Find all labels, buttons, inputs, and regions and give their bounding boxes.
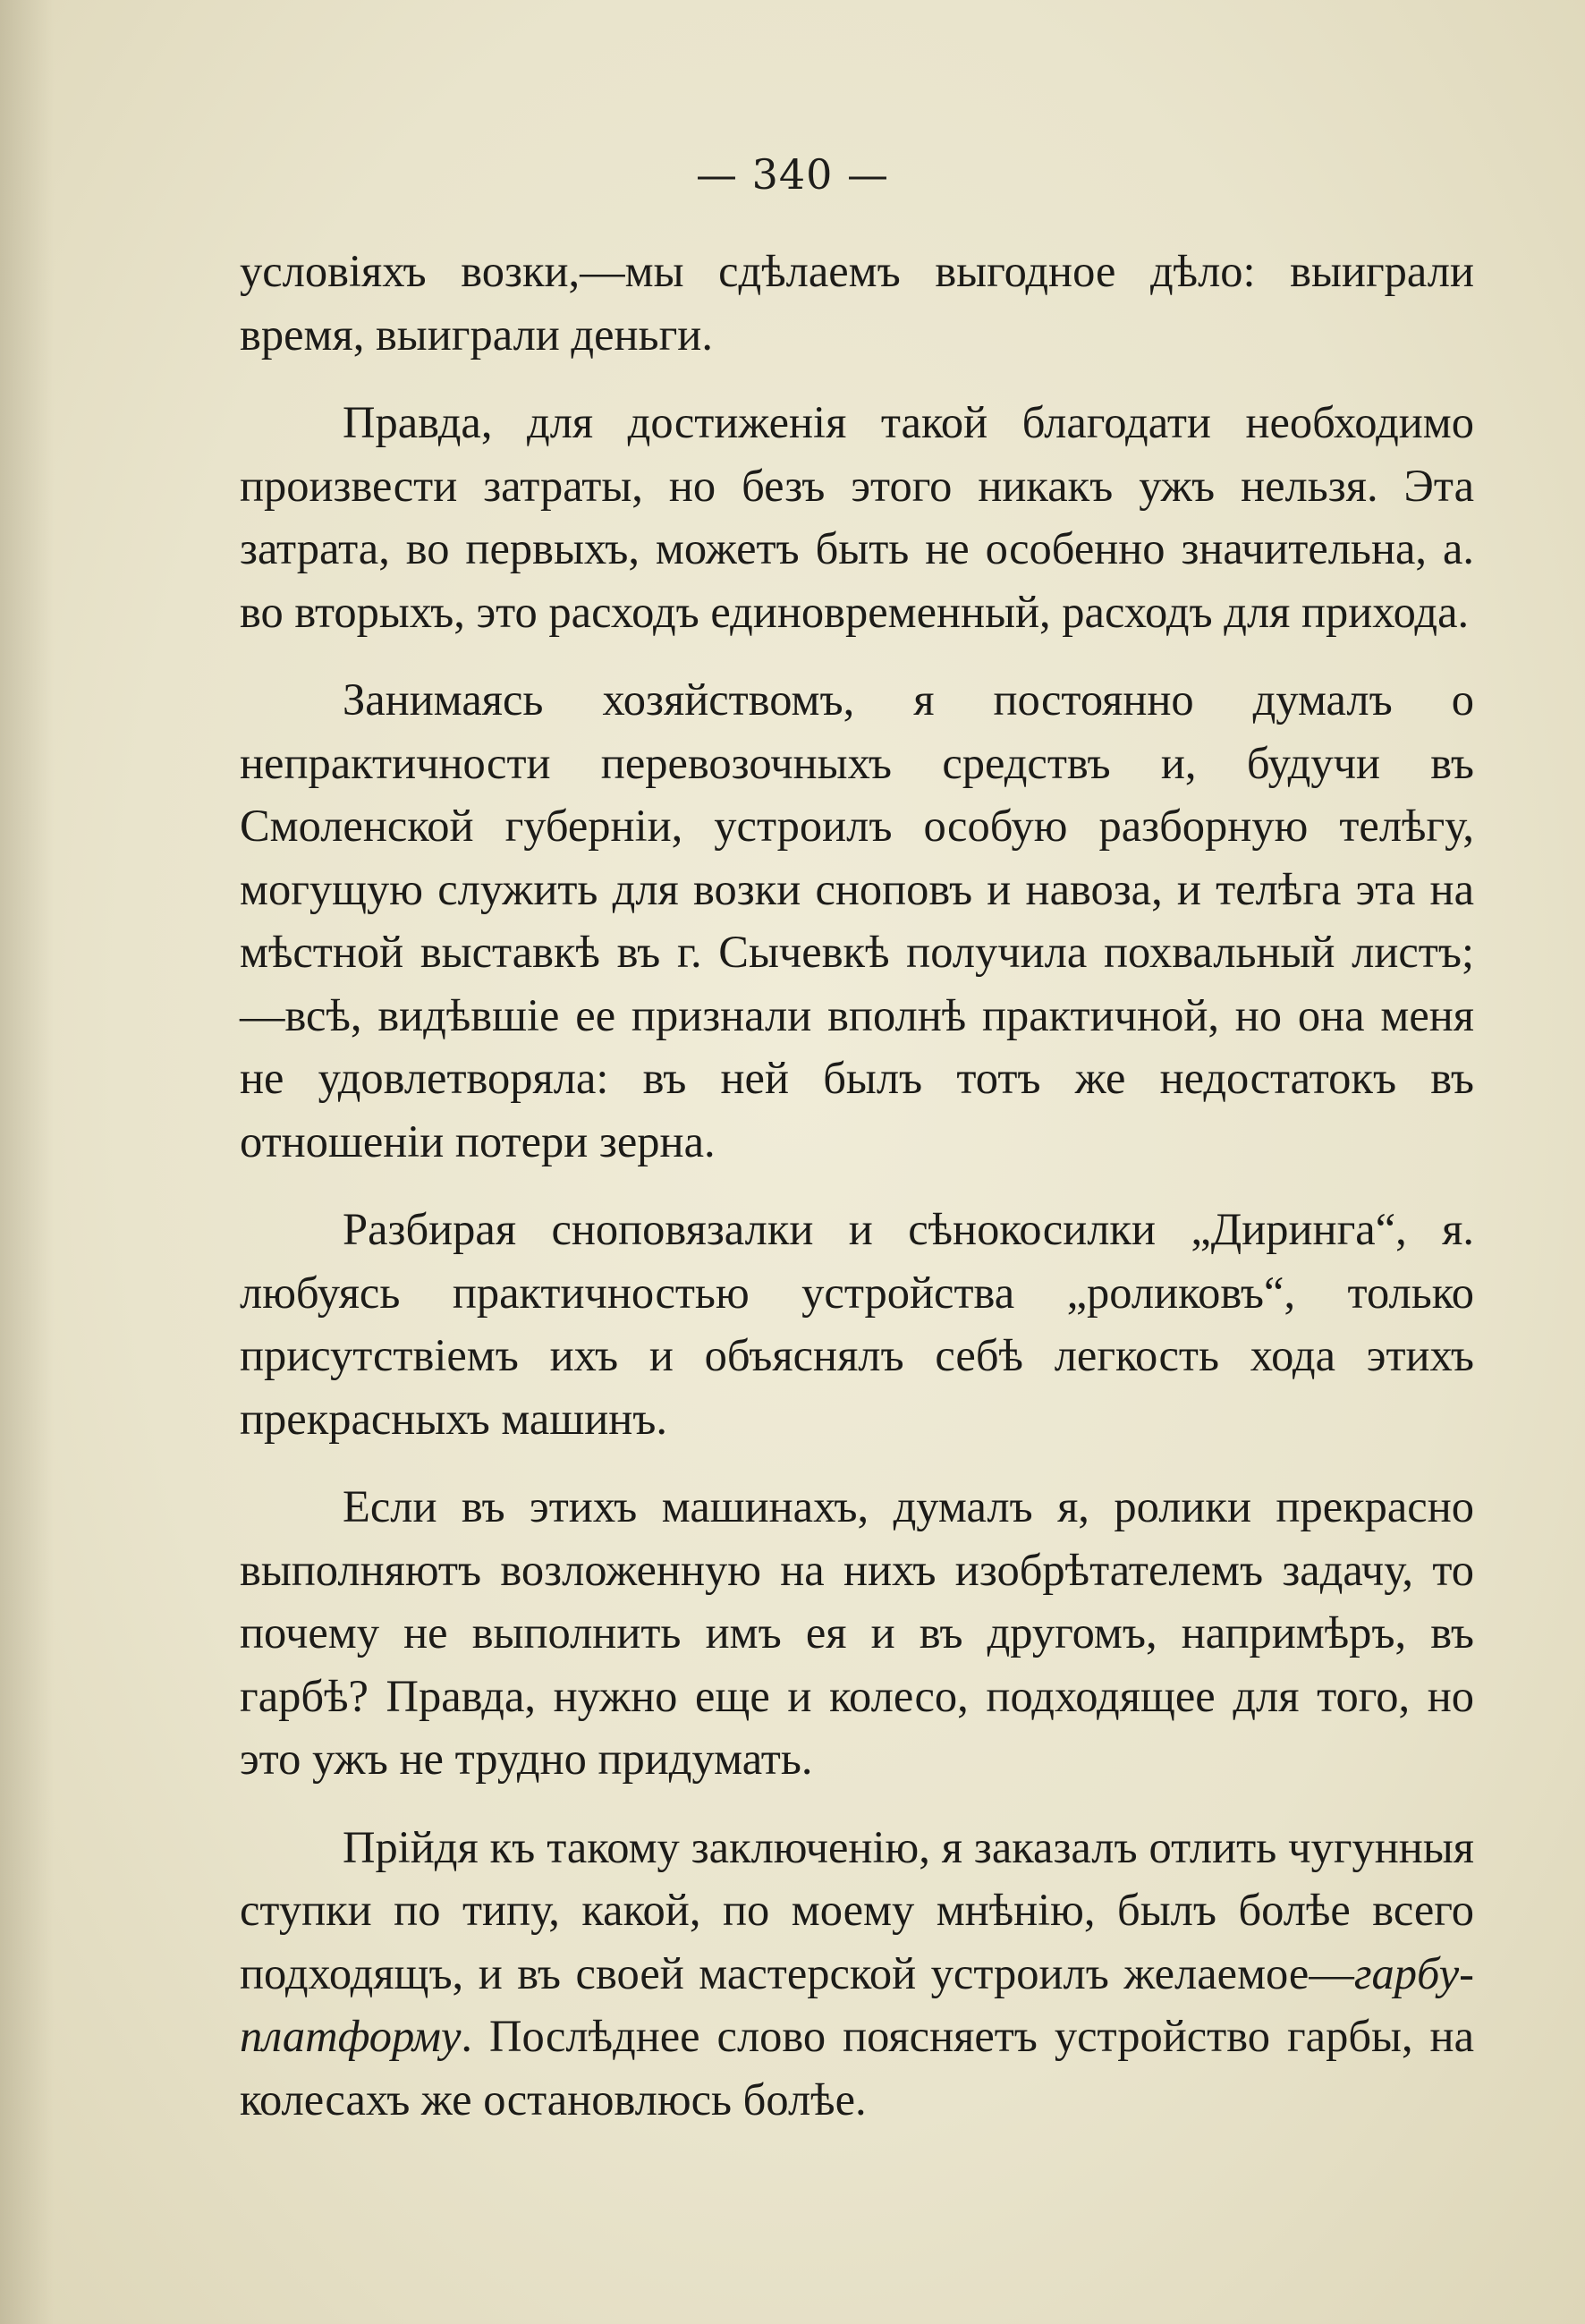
paragraph-final <box>240 1816 1474 2132</box>
page-number: — 340 — <box>695 150 890 199</box>
body-text <box>240 240 1474 2131</box>
paragraph: Занимаясь хозяйствомъ, я постоянно думалъ о непрактичности перевозочныхъ средствъ и, будучи въ Смоленской губерніи, устроилъ особую разборную телѣгу, могущую служить для возки сноповъ и навоза, и телѣга эта на мѣстной выставкѣ въ г. Сычевкѣ получила похвальный листъ;—всѣ, видѣвшіе ее признали вполнѣ практичной, но она меня не удовлетворяла: въ ней былъ тотъ же недостатокъ въ отношеніи потери зерна. <box>240 674 1474 1166</box>
paragraph: Разбирая сноповязалки и сѣнокосилки „Диринга“, я. любуясь практичностью устройства „роликовъ“, только присутствіемъ ихъ и объяснялъ себѣ легкость хода этихъ прекрасныхъ машинъ. <box>240 1204 1474 1444</box>
paragraph: Если въ этихъ машинахъ, думалъ я, ролики прекрасно выполняютъ возложенную на нихъ изобрѣтателемъ задачу, то почему не выполнить имъ ея и въ другомъ, напримѣръ, въ гарбѣ? Правда, нужно еще и колесо, подходящее для того, но это ужъ не трудно придумать. <box>240 1481 1474 1784</box>
paragraph-continuation: условіяхъ возки,—мы сдѣлаемъ выгодное дѣло: выиграли время, выиграли деньги. <box>240 246 1474 360</box>
italic-term: гарбу-платформу <box>240 1947 1474 2061</box>
paragraph-text: Прійдя къ такому заключенію, я заказалъ отлить чугунныя ступки по типу, какой, по моему мнѣнію, былъ болѣе всего подходящъ, и въ своей мастерской устроилъ желаемое— <box>240 1821 1474 1998</box>
paragraph-text: . Послѣднее слово поясняетъ устройство гарбы, на колесахъ же остановлюсь болѣе. <box>240 2011 1474 2125</box>
page-edge-shadow <box>0 0 54 2324</box>
paragraph: Правда, для достиженія такой благодати необходимо произвести затраты, но безъ этого никакъ ужъ нельзя. Эта затрата, во первыхъ, можетъ быть не особенно значительна, а. во вторыхъ, это расходъ единовременный, расходъ для прихода. <box>240 397 1474 637</box>
